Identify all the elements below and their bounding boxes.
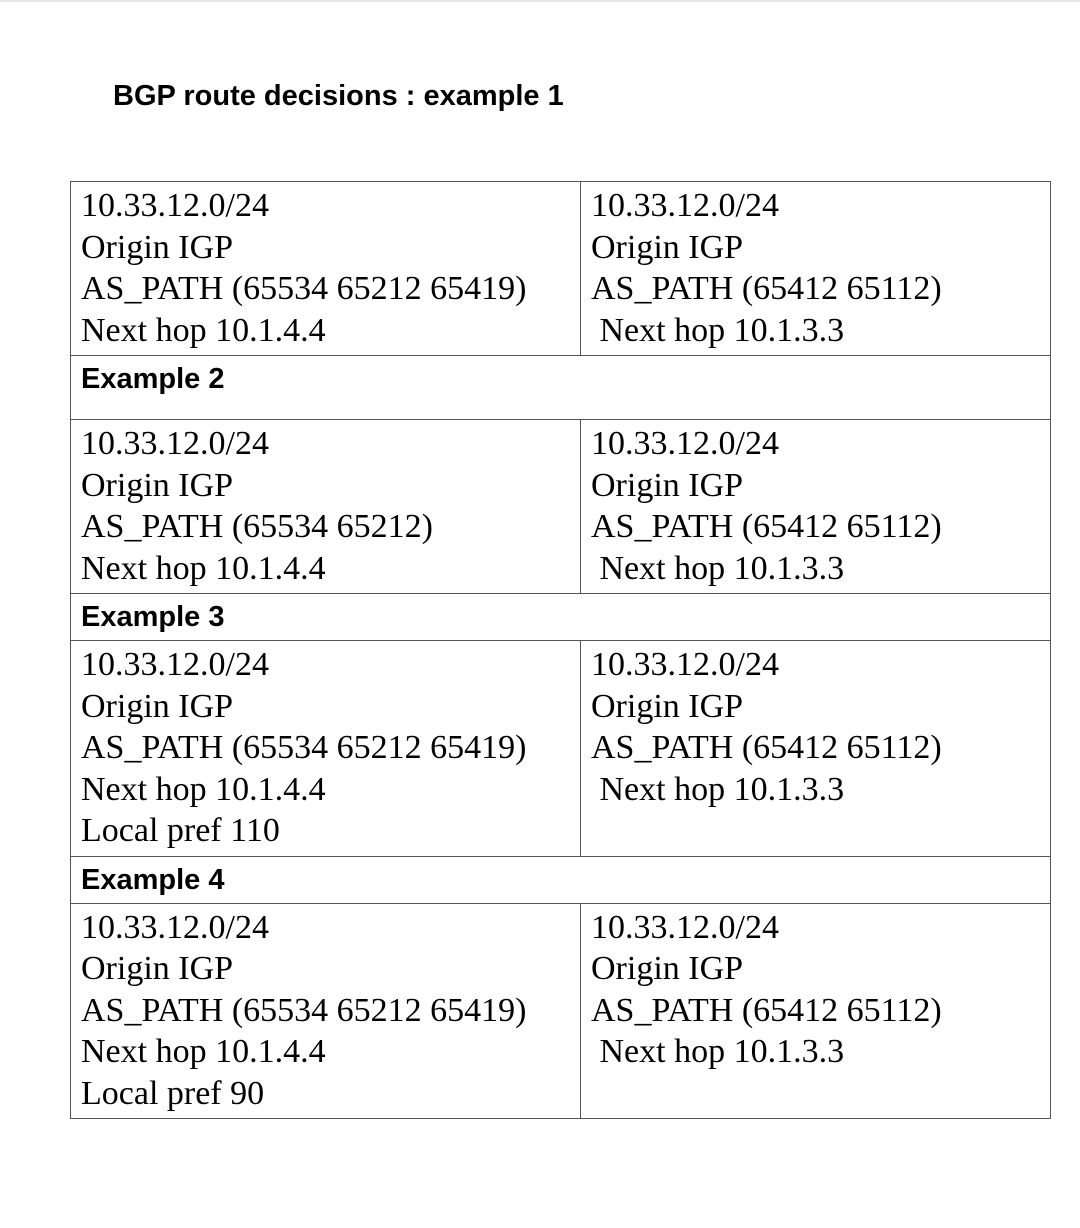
route-origin: Origin IGP xyxy=(81,466,234,504)
route-origin: Origin IGP xyxy=(591,950,744,987)
route-origin: Origin IGP xyxy=(81,228,234,266)
page-title: BGP route decisions : example 1 xyxy=(113,80,564,112)
route-as-path: AS_PATH (65412 65112) xyxy=(591,270,942,307)
route-prefix: 10.33.12.0/24 xyxy=(591,425,779,462)
example-heading-row xyxy=(71,594,1051,641)
route-cell-left xyxy=(71,182,581,356)
example-heading: Example 3 xyxy=(71,594,1051,641)
top-rule xyxy=(0,0,1080,2)
route-cell-right xyxy=(581,420,1051,594)
route-origin: Origin IGP xyxy=(81,687,234,725)
route-prefix: 10.33.12.0/24 xyxy=(591,646,779,683)
route-next-hop: Next hop 10.1.3.3 xyxy=(591,770,845,808)
route-row xyxy=(71,641,1051,857)
route-as-path: AS_PATH (65412 65112) xyxy=(591,729,942,766)
route-prefix: 10.33.12.0/24 xyxy=(591,187,779,224)
route-cell-left xyxy=(71,641,581,857)
route-row xyxy=(71,903,1051,1119)
route-local-pref: Local pref 110 xyxy=(81,812,280,849)
route-origin: Origin IGP xyxy=(591,466,744,504)
route-cell-left xyxy=(71,903,581,1119)
route-origin: Origin IGP xyxy=(591,228,744,266)
bgp-route-table xyxy=(70,181,1051,1119)
route-next-hop: Next hop 10.1.4.4 xyxy=(81,311,326,349)
route-origin: Origin IGP xyxy=(81,950,234,987)
route-prefix: 10.33.12.0/24 xyxy=(81,646,269,683)
route-as-path: AS_PATH (65412 65112) xyxy=(591,991,942,1029)
route-cell-left xyxy=(71,420,581,594)
route-next-hop: Next hop 10.1.3.3 xyxy=(591,549,845,587)
route-next-hop: Next hop 10.1.3.3 xyxy=(591,311,845,349)
route-prefix: 10.33.12.0/24 xyxy=(81,908,269,946)
route-next-hop: Next hop 10.1.3.3 xyxy=(591,1033,845,1070)
route-origin: Origin IGP xyxy=(591,687,744,725)
example-heading-row xyxy=(71,856,1051,903)
example-heading: Example 2 xyxy=(71,356,1051,420)
route-row xyxy=(71,420,1051,594)
route-as-path: AS_PATH (65534 65212 65419) xyxy=(81,991,527,1029)
route-as-path: AS_PATH (65534 65212 65419) xyxy=(81,270,527,307)
route-next-hop: Next hop 10.1.4.4 xyxy=(81,770,326,808)
example-heading: Example 4 xyxy=(71,856,1051,903)
route-cell-right xyxy=(581,182,1051,356)
route-next-hop: Next hop 10.1.4.4 xyxy=(81,549,326,587)
route-prefix: 10.33.12.0/24 xyxy=(81,187,269,224)
example-heading-row xyxy=(71,356,1051,420)
route-as-path: AS_PATH (65534 65212) xyxy=(81,508,434,545)
route-prefix: 10.33.12.0/24 xyxy=(81,425,269,462)
route-as-path: AS_PATH (65534 65212 65419) xyxy=(81,729,527,766)
route-local-pref: Local pref 90 xyxy=(81,1074,265,1112)
route-row xyxy=(71,182,1051,356)
route-cell-right xyxy=(581,903,1051,1119)
route-as-path: AS_PATH (65412 65112) xyxy=(591,508,942,545)
route-cell-right xyxy=(581,641,1051,857)
route-prefix: 10.33.12.0/24 xyxy=(591,908,779,946)
route-next-hop: Next hop 10.1.4.4 xyxy=(81,1033,326,1070)
